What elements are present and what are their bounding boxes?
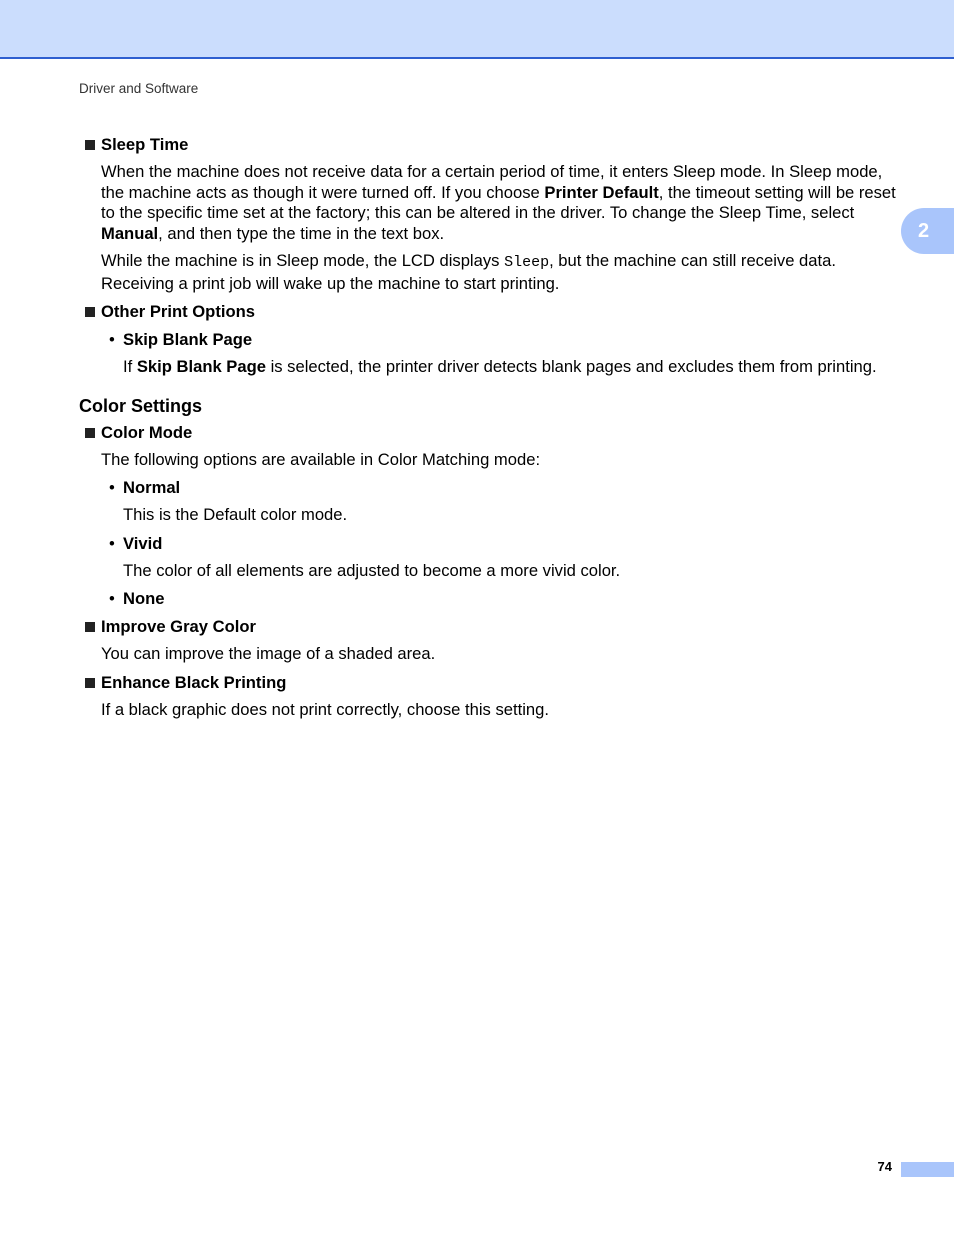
square-bullet-icon: [85, 140, 95, 150]
vivid-item: • Vivid: [109, 533, 163, 553]
square-bullet-icon: [85, 678, 95, 688]
skip-blank-page-item: • Skip Blank Page: [109, 330, 253, 349]
sleep-time-heading: Sleep Time: [79, 134, 899, 156]
bullet-dot-icon: •: [109, 589, 115, 608]
color-mode-intro: The following options are available in Color Matching mode:: [101, 449, 541, 469]
bullet-dot-icon: •: [109, 533, 115, 553]
normal-description: This is the Default color mode.: [123, 505, 348, 524]
improve-gray-color-description: You can improve the image of a shaded area.: [101, 644, 436, 663]
bullet-dot-icon: •: [109, 330, 115, 349]
square-bullet-icon: [85, 428, 95, 438]
running-head: Driver and Software: [79, 81, 199, 96]
improve-gray-color-heading: Improve Gray Color: [79, 616, 899, 638]
enhance-black-printing-heading: Enhance Black Printing: [79, 672, 899, 694]
normal-item: • Normal: [109, 478, 181, 497]
square-bullet-icon: [85, 622, 95, 632]
lcd-sleep-text: Sleep: [504, 254, 550, 271]
enhance-black-printing-description: If a black graphic does not print correctly, choose this setting.: [101, 699, 549, 719]
other-print-options-heading: Other Print Options: [79, 301, 899, 323]
vivid-description: The color of all elements are adjusted to become a more vivid color.: [123, 560, 621, 580]
chapter-tab: [901, 208, 954, 254]
page-number: 74: [877, 1159, 892, 1174]
square-bullet-icon: [85, 307, 95, 317]
sleep-time-paragraph-1: When the machine does not receive data for a certain period of time, it enters Sleep mode. In Sleep mode, the machine acts as though it were turned off. If you choose Printer Default, the timeout setting will be reset to the specific time set at the factory; this can be altered in the driver. To change the Sleep Time, select Manual, and then type the time in the text box.: [101, 162, 896, 243]
bullet-dot-icon: •: [109, 478, 115, 497]
chapter-number: 2: [917, 219, 930, 242]
sleep-time-paragraph-2: While the machine is in Sleep mode, the LCD displays Sleep, but the machine can still receive data. Receiving a print job will wake up the machine to start printing.: [101, 251, 836, 293]
skip-blank-page-description: If Skip Blank Page is selected, the printer driver detects blank pages and excludes them from printing.: [123, 357, 877, 376]
color-mode-heading: Color Mode: [79, 422, 899, 444]
page-content: [79, 134, 899, 727]
page-footer-tab: [901, 1162, 954, 1177]
none-item: • None: [109, 589, 165, 608]
color-settings-title: Color Settings: [79, 395, 203, 416]
page-header-bar: [0, 0, 954, 59]
